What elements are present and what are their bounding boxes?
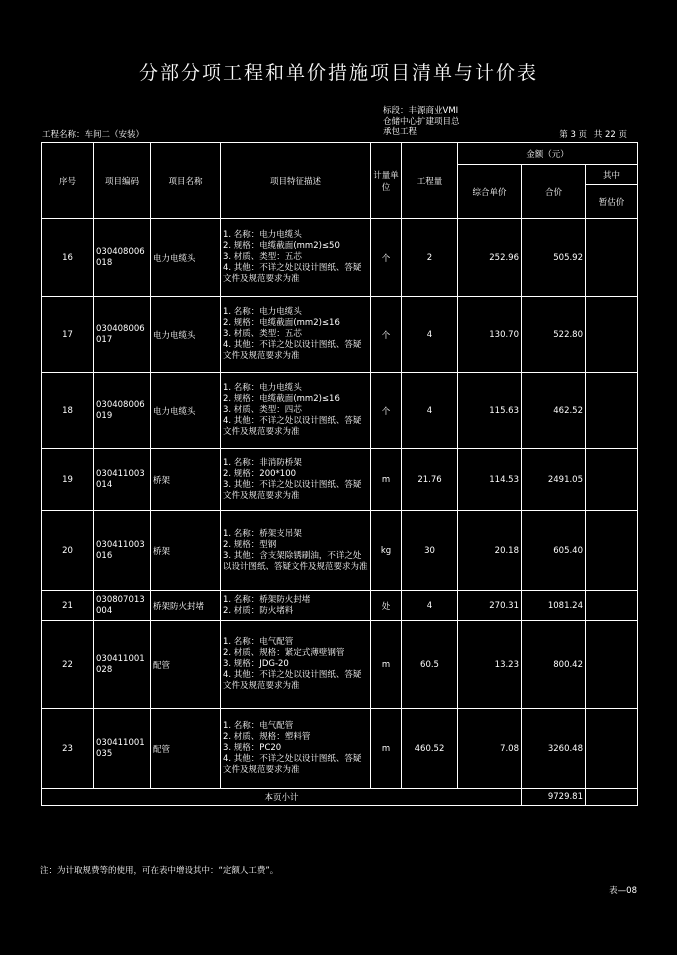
cell-name: 电力电缆头 <box>151 373 221 449</box>
feature-line: 4. 其他：不详之处以设计图纸、答疑文件及规范要求为准 <box>223 754 362 775</box>
cell-total: 1081.24 <box>522 591 586 621</box>
header-qty: 工程量 <box>402 143 458 219</box>
feature-line: 1. 名称：电气配管 <box>223 721 294 731</box>
header-of-which: 其中 <box>586 165 638 185</box>
section-line: 仓储中心扩建项目总 <box>383 116 460 127</box>
project-name: 工程名称：车间二（安装） <box>42 130 145 140</box>
feature-line: 1. 名称：电力电缆头 <box>223 307 302 317</box>
cell-total: 605.40 <box>522 511 586 591</box>
header-name: 项目名称 <box>151 143 221 219</box>
section-line: 标段：丰源商业VMI <box>383 106 459 116</box>
cell-seq: 22 <box>42 621 94 709</box>
table-row <box>42 621 638 709</box>
cell-unit-price: 130.70 <box>458 297 522 373</box>
cell-features <box>221 621 371 709</box>
cell-total: 800.42 <box>522 621 586 709</box>
feature-line: 3. 材质、类型：五芯 <box>223 252 302 262</box>
cell-unit-price: 20.18 <box>458 511 522 591</box>
cell-name: 电力电缆头 <box>151 297 221 373</box>
table-row <box>42 297 638 373</box>
feature-line: 3. 其他：含支架除锈刷油，不详之处以设计图纸、答疑文件及规范要求为准 <box>223 550 368 572</box>
feature-line: 1. 名称：电气配管 <box>223 637 294 647</box>
cell-code: 030408006019 <box>94 373 151 449</box>
cell-qty: 30 <box>402 511 458 591</box>
cell-code: 030411001028 <box>94 621 151 709</box>
cell-name: 桥架 <box>151 511 221 591</box>
header-features: 项目特征描述 <box>221 143 371 219</box>
cell-features <box>221 709 371 789</box>
cell-code: 030807013004 <box>94 591 151 621</box>
cell-seq: 17 <box>42 297 94 373</box>
feature-line: 3. 规格：PC20 <box>223 743 282 753</box>
feature-line: 3. 规格：JDG-20 <box>223 659 289 669</box>
section-label <box>383 106 460 138</box>
cell-code: 030408006017 <box>94 297 151 373</box>
cell-unit: 个 <box>371 219 402 297</box>
feature-line: 1. 名称：电力电缆头 <box>223 383 302 393</box>
cell-code: 030411003014 <box>94 449 151 511</box>
feature-line: 2. 规格：电缆截面(mm2)≤50 <box>223 241 340 251</box>
cell-provisional <box>586 373 638 449</box>
header-provisional: 暂估价 <box>586 185 638 219</box>
cell-unit: 处 <box>371 591 402 621</box>
feature-line: 2. 材质：防火堵料 <box>223 605 294 616</box>
cell-unit: kg <box>371 511 402 591</box>
cell-name: 桥架 <box>151 449 221 511</box>
cell-name: 桥架防火封堵 <box>151 591 221 621</box>
cell-seq: 23 <box>42 709 94 789</box>
cell-seq: 21 <box>42 591 94 621</box>
cell-code: 030408006018 <box>94 219 151 297</box>
header-code: 项目编码 <box>94 143 151 219</box>
cell-provisional <box>586 219 638 297</box>
feature-line: 1. 名称：电力电缆头 <box>223 230 302 240</box>
cell-features <box>221 219 371 297</box>
cell-qty: 2 <box>402 219 458 297</box>
table-row <box>42 373 638 449</box>
form-code: 表—08 <box>609 886 637 896</box>
cell-unit-price: 13.23 <box>458 621 522 709</box>
cell-code: 030411003016 <box>94 511 151 591</box>
cell-qty: 60.5 <box>402 621 458 709</box>
page-title: 分部分项工程和单价措施项目清单与计价表 <box>138 62 538 84</box>
cell-seq: 16 <box>42 219 94 297</box>
table-row <box>42 709 638 789</box>
cell-provisional <box>586 511 638 591</box>
header-unit: 计量单位 <box>371 143 402 219</box>
header-unit-price: 综合单价 <box>458 165 522 219</box>
page-total: 共 22 页 <box>593 130 627 140</box>
feature-line: 4. 其他：不详之处以设计图纸、答疑文件及规范要求为准 <box>223 263 362 284</box>
cell-unit: 个 <box>371 373 402 449</box>
section-line: 承包工程 <box>383 127 418 137</box>
feature-line: 2. 规格：电缆截面(mm2)≤16 <box>223 394 340 404</box>
cell-code: 030411001035 <box>94 709 151 789</box>
cell-unit: m <box>371 709 402 789</box>
feature-line: 3. 材质、类型：四芯 <box>223 405 302 415</box>
cell-features <box>221 297 371 373</box>
cell-total: 522.80 <box>522 297 586 373</box>
cell-seq: 20 <box>42 511 94 591</box>
subtotal-label: 本页小计 <box>42 789 522 806</box>
feature-line: 3. 材质、类型：五芯 <box>223 329 302 339</box>
page-current: 第 3 页 <box>559 130 588 140</box>
bill-table <box>41 142 638 806</box>
feature-line: 4. 其他：不详之处以设计图纸、答疑文件及规范要求为准 <box>223 416 362 437</box>
table-row <box>42 591 638 621</box>
cell-total: 505.92 <box>522 219 586 297</box>
cell-features <box>221 511 371 591</box>
table-row <box>42 219 638 297</box>
cell-seq: 18 <box>42 373 94 449</box>
feature-line: 2. 规格：型钢 <box>223 539 277 550</box>
cell-qty: 21.76 <box>402 449 458 511</box>
cell-unit-price: 252.96 <box>458 219 522 297</box>
cell-name: 配管 <box>151 709 221 789</box>
cell-qty: 4 <box>402 591 458 621</box>
feature-line: 4. 其他：不详之处以设计图纸、答疑文件及规范要求为准 <box>223 340 362 361</box>
feature-line: 2. 材质、规格：塑料管 <box>223 732 311 742</box>
cell-name: 配管 <box>151 621 221 709</box>
table-row <box>42 449 638 511</box>
cell-features <box>221 449 371 511</box>
cell-features <box>221 591 371 621</box>
feature-line: 2. 规格：200*100 <box>223 468 297 479</box>
cell-qty: 4 <box>402 297 458 373</box>
subtotal-provisional <box>586 789 638 806</box>
feature-line: 1. 名称：非消防桥架 <box>223 457 302 468</box>
cell-unit: m <box>371 621 402 709</box>
feature-line: 3. 其他：不详之处以设计图纸、答疑文件及规范要求为准 <box>223 479 362 501</box>
cell-unit: 个 <box>371 297 402 373</box>
cell-provisional <box>586 297 638 373</box>
cell-unit-price: 270.31 <box>458 591 522 621</box>
feature-line: 1. 名称：桥架支吊架 <box>223 528 302 539</box>
cell-provisional <box>586 449 638 511</box>
cell-unit-price: 114.53 <box>458 449 522 511</box>
subtotal-total: 9729.81 <box>522 789 586 806</box>
cell-total: 462.52 <box>522 373 586 449</box>
cell-unit-price: 7.08 <box>458 709 522 789</box>
feature-line: 2. 规格：电缆截面(mm2)≤16 <box>223 318 340 328</box>
cell-provisional <box>586 591 638 621</box>
cell-seq: 19 <box>42 449 94 511</box>
cell-provisional <box>586 621 638 709</box>
cell-provisional <box>586 709 638 789</box>
page-info <box>555 128 627 140</box>
cell-qty: 460.52 <box>402 709 458 789</box>
table-row <box>42 511 638 591</box>
cell-name: 电力电缆头 <box>151 219 221 297</box>
cell-unit-price: 115.63 <box>458 373 522 449</box>
cell-qty: 4 <box>402 373 458 449</box>
cell-unit: m <box>371 449 402 511</box>
cell-total: 2491.05 <box>522 449 586 511</box>
header-seq: 序号 <box>42 143 94 219</box>
feature-line: 1. 名称：桥架防火封堵 <box>223 594 311 605</box>
feature-line: 4. 其他：不详之处以设计图纸、答疑文件及规范要求为准 <box>223 670 362 691</box>
header-total: 合价 <box>522 165 586 219</box>
feature-line: 2. 材质、规格：紧定式薄壁钢管 <box>223 648 345 658</box>
footnote: 注：为计取规费等的使用，可在表中增设其中：“定额人工费”。 <box>40 866 279 876</box>
cell-features <box>221 373 371 449</box>
header-amount: 金额（元） <box>458 143 638 165</box>
cell-total: 3260.48 <box>522 709 586 789</box>
